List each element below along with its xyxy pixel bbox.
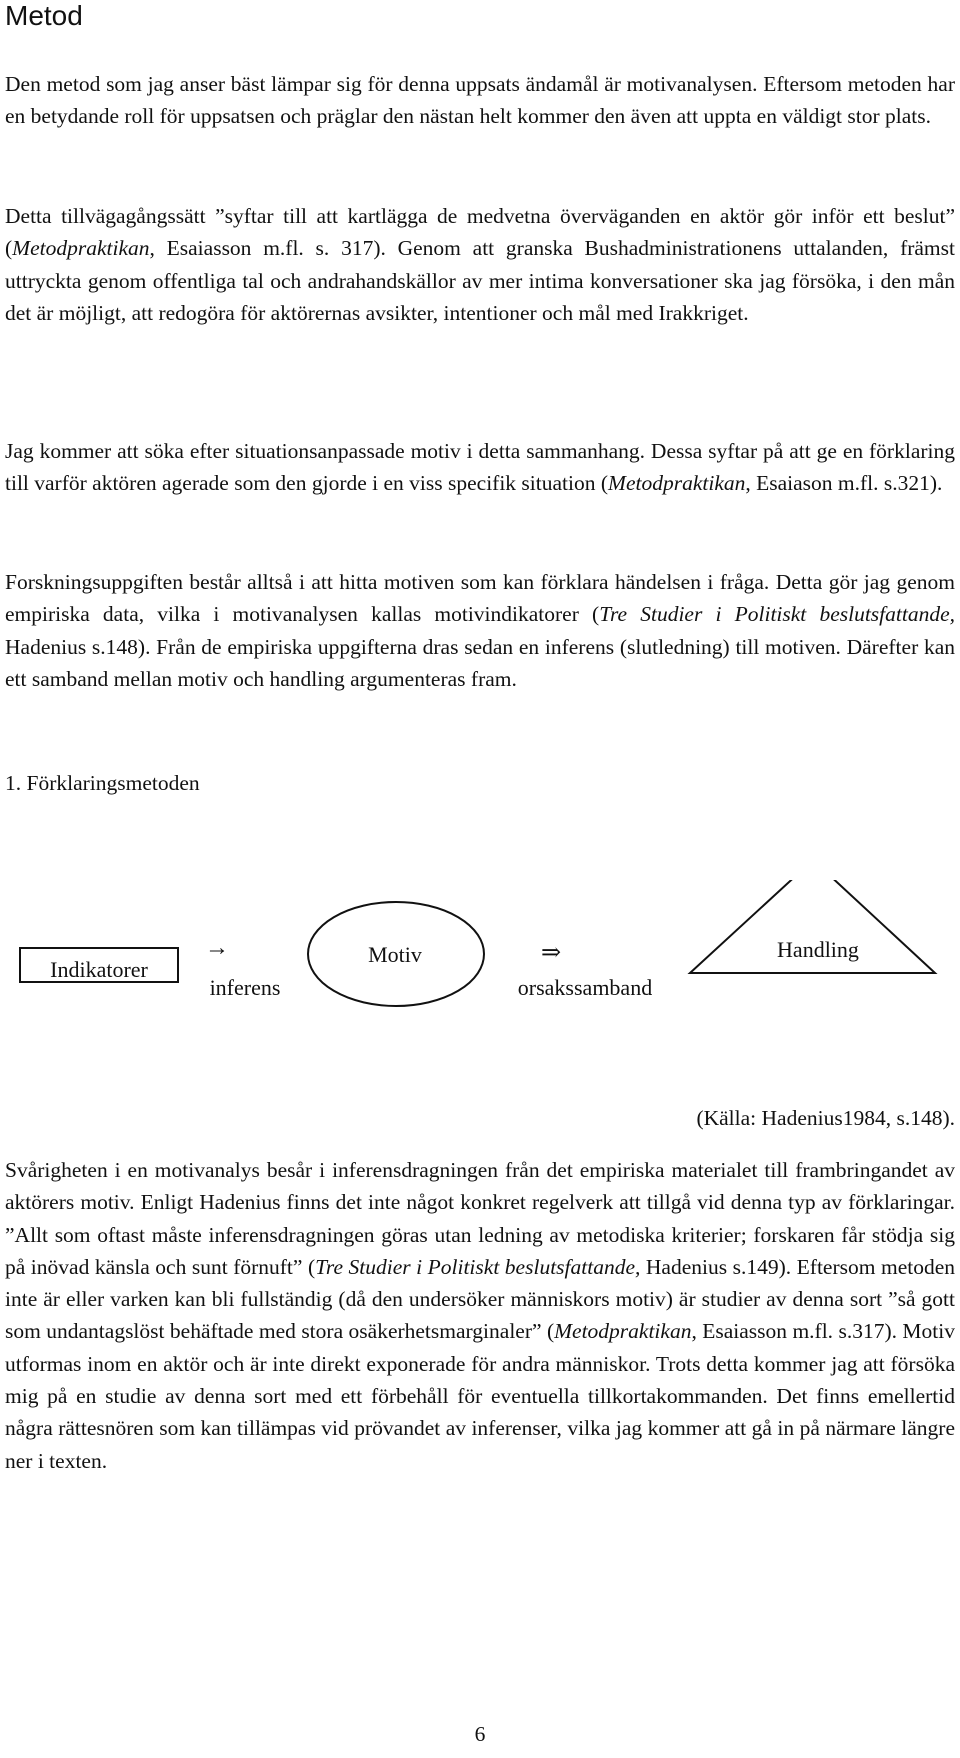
paragraph-intro: Den metod som jag anser bäst lämpar sig för denna uppsats ändamål är motivanalysen. Eftersom metoden har en betydande roll för uppsatsen och präglar den nästan helt kommer den även att uppta en väldigt stor plats. [5, 72, 955, 129]
indikatorer-label: Indikatorer [50, 957, 148, 982]
inferens-label: inferens [209, 975, 281, 1000]
paragraph-motives: Jag kommer att söka efter situationsanpassade motiv i detta sammanhang. Dessa syftar på att ge en förklaring till varför aktören agerade som den gjorde i en viss specifik situation (Metodpraktikan, Esaiason m.fl. s.321). [5, 439, 955, 496]
arrow-right-icon: → [205, 935, 229, 961]
paragraph-difficulty: Svårigheten i en motivanalys besår i inferensdragningen från det empiriska materialet till frambringandet av aktörers motiv. Enligt Hadenius finns det inte något konkret regelverk att tillgå vid denna typ av förklaringar. ”Allt som oftast måste inferensdragningen göras utan ledning av metodiska kriterier; forskaren får stödja sig på inövad känsla och sunt förnuft” (Tre Studier i Politiskt beslutsfattande, Hadenius s.149). Eftersom metoden inte är eller varken kan bli fullständig (då den undersöker människors motiv) är studier av denna sort ”så gott som undantagslöst behäftade med stora osäkerhetsmarginaler” (Metodpraktikan, Esaiasson m.fl. s.317). Motiv utformas inom en aktör och är inte direkt exponerade för andra människor. Trots detta kommer jag att försöka mig på en studie av denna sort med ett förbehåll för eventuella tillkortakommanden. Det finns emellertid några rättesnören som kan tillämpas vid prövandet av inferenser, vilka jag kommer att gå in på närmare längre ner i texten. [5, 1158, 956, 1473]
orsakssamband-label: orsakssamband [517, 975, 653, 1000]
page-title: Metod [5, 0, 83, 31]
handling-label: Handling [777, 937, 859, 962]
page-number: 6 [474, 1722, 486, 1746]
source-citation: (Källa: Hadenius1984, s.148). [696, 1106, 955, 1130]
paragraph-approach: Detta tillvägagångssätt ”syftar till att kartlägga de medvetna överväganden en aktör gör inför ett beslut” (Metodpraktikan, Esaiasson m.fl. s. 317). Genom att granska Bushadministrationens uttalanden, främst uttryckta genom offentliga tal och andrahandskällor av mer intima konversationer ska jag försöka, i den mån det är möjligt, att redogöra för aktörernas avsikter, intentioner och mål med Irakkriget. [5, 204, 955, 325]
double-arrow-icon: ⇒ [540, 940, 562, 966]
motiv-label: Motiv [368, 942, 422, 967]
paragraph-research-task: Forskningsuppgiften består alltså i att hitta motiven som kan förklara händelsen i fråga. Detta gör jag genom empiriska data, vilka i motivanalysen kallas motivindikatorer (Tre Studier i Politiskt beslutsfattande, Hadenius s.148). Från de empiriska uppgifterna dras sedan en inferens (slutledning) till motiven. Därefter kan ett samband mellan motiv och handling argumenteras fram. [5, 570, 956, 691]
diagram-heading: 1. Förklaringsmetoden [5, 771, 200, 795]
explanation-diagram [5, 880, 955, 1010]
